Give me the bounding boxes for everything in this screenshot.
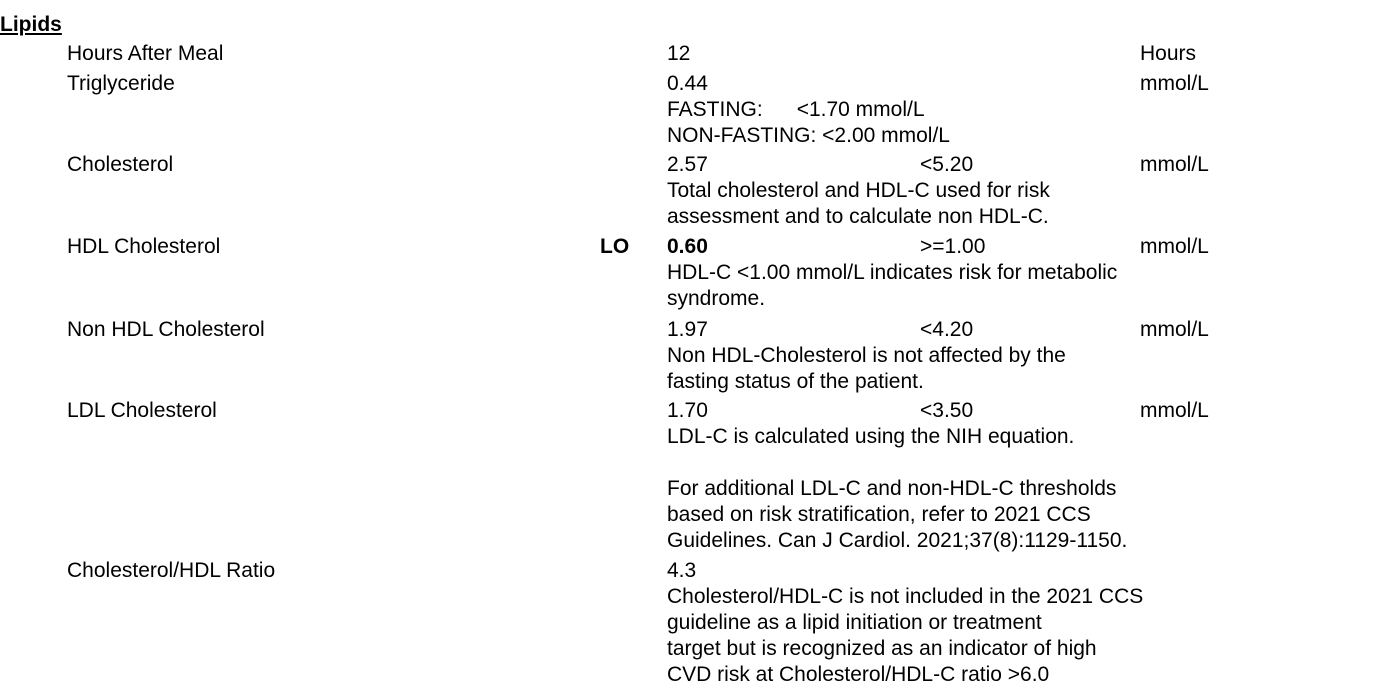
test-unit: Hours <box>1140 42 1197 65</box>
reference-range: <4.20 <box>920 318 974 341</box>
test-name: Non HDL Cholesterol <box>67 318 265 341</box>
test-name: Cholesterol/HDL Ratio <box>67 559 276 582</box>
note-line: Total cholesterol and HDL-C used for risk <box>667 179 1050 202</box>
nonfasting-line: NON-FASTING: <2.00 mmol/L <box>667 124 950 147</box>
test-unit: mmol/L <box>1140 153 1209 176</box>
test-name: HDL Cholesterol <box>67 235 221 258</box>
test-notes <box>667 178 1050 230</box>
test-unit: mmol/L <box>1140 399 1209 422</box>
fasting-line <box>667 97 950 123</box>
note-line: CVD risk at Cholesterol/HDL-C ratio >6.0 <box>667 663 1050 686</box>
test-value: 4.3 <box>667 559 697 582</box>
note-line: guideline as a lipid initiation or treatment <box>667 611 1042 634</box>
abnormal-flag: LO <box>600 235 630 258</box>
test-notes <box>667 424 1127 554</box>
reference-range: <3.50 <box>920 399 974 422</box>
note-line: LDL-C is calculated using the NIH equation. <box>667 425 1075 448</box>
note-line: syndrome. <box>667 287 766 310</box>
note-line: assessment and to calculate non HDL-C. <box>667 205 1049 228</box>
note-line: HDL-C <1.00 mmol/L indicates risk for metabolic <box>667 261 1118 284</box>
test-name: Hours After Meal <box>67 42 224 65</box>
test-unit: mmol/L <box>1140 72 1209 95</box>
note-line: Non HDL-Cholesterol is not affected by the <box>667 344 1066 367</box>
note-line: Guidelines. Can J Cardiol. 2021;37(8):1129-1150. <box>667 529 1128 552</box>
note-line: target but is recognized as an indicator of high <box>667 637 1097 660</box>
test-name: Triglyceride <box>67 72 175 95</box>
test-value: 12 <box>667 42 691 65</box>
test-value: 1.97 <box>667 318 708 341</box>
note-line: Cholesterol/HDL-C is not included in the 2021 CCS <box>667 585 1144 608</box>
fasting-label: FASTING: <box>667 98 763 121</box>
note-line: fasting status of the patient. <box>667 370 924 393</box>
test-value: 2.57 <box>667 153 708 176</box>
test-value: 1.70 <box>667 399 708 422</box>
test-notes <box>667 97 950 149</box>
test-notes <box>667 260 1117 312</box>
note-line: based on risk stratification, refer to 2021 CCS <box>667 503 1091 526</box>
test-unit: mmol/L <box>1140 235 1209 258</box>
reference-range: >=1.00 <box>920 235 986 258</box>
note-line-blank <box>667 450 1127 476</box>
test-value: 0.60 <box>667 235 708 258</box>
note-line: For additional LDL-C and non-HDL-C thresholds <box>667 477 1117 500</box>
fasting-value: <1.70 mmol/L <box>796 98 925 121</box>
test-value: 0.44 <box>667 72 708 95</box>
test-notes <box>667 584 1143 688</box>
lipids-section-title: Lipids <box>0 13 62 36</box>
reference-range: <5.20 <box>920 153 974 176</box>
test-name: Cholesterol <box>67 153 174 176</box>
test-name: LDL Cholesterol <box>67 399 217 422</box>
test-notes <box>667 343 1066 395</box>
test-unit: mmol/L <box>1140 318 1209 341</box>
